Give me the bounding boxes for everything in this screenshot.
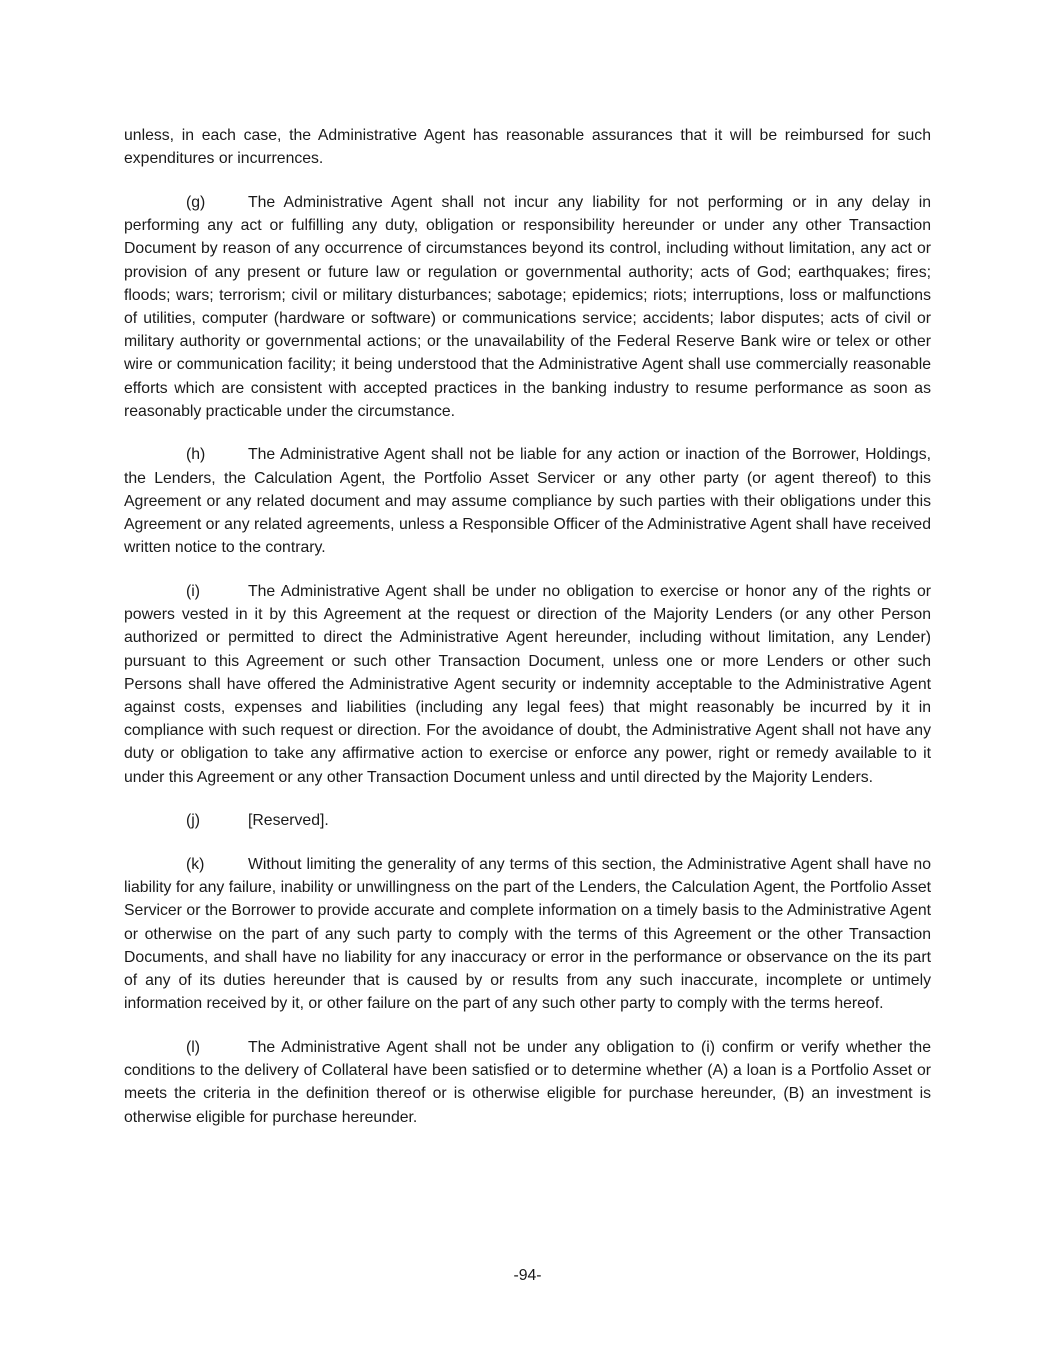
paragraph-text: unless, in each case, the Administrative Agent has reasonable assurances that it will be reimbursed for such expenditures or incurrences. bbox=[124, 127, 931, 168]
clause-text: The Administrative Agent shall not incur any liability for not performing or in any delay in performing any act or fulfilling any duty, obligation or responsibility hereunder or under any other Transaction Document by reason of any occurrence of circumstances beyond its control, including without limitation, any act or provision of any present or future law or regulation or governmental authority; acts of God; earthquakes; fires; floods; wars; terrorism; civil or military disturbances; sabotage; epidemics; riots; interruptions, loss or malfunctions of utilities, computer (hardware or software) or communications service; accidents; labor disputes; acts of civil or military authority or governmental actions; or the unavailability of the Federal Reserve Bank wire or telex or other wire or communication facility; it being understood that the Administrative Agent shall use commercially reasonable efforts which are consistent with accepted practices in the banking industry to resume performance as soon as reasonably practicable under the circumstance. bbox=[124, 193, 931, 420]
clause-label: (h) bbox=[186, 446, 206, 464]
clause-g bbox=[124, 191, 931, 423]
continuation-paragraph bbox=[124, 124, 931, 170]
clause-k bbox=[124, 853, 931, 1015]
clause-label: (g) bbox=[186, 193, 206, 211]
clause-text: The Administrative Agent shall be under no obligation to exercise or honor any of the rights or powers vested in it by this Agreement at the request or direction of the Majority Lenders (or any other Person authorized or permitted to direct the Administrative Agent hereunder, including without limitation, any Lender) pursuant to this Agreement or such other Transaction Document, unless one or more Lenders or other such Persons shall have offered the Administrative Agent security or indemnity acceptable to the Administrative Agent against costs, expenses and liabilities (including any legal fees) that might reasonably be incurred by it in compliance with such request or direction. For the avoidance of doubt, the Administrative Agent shall not have any duty or obligation to take any affirmative action to exercise or enforce any power, right or remedy available to it under this Agreement or any other Transaction Document unless and until directed by the Majority Lenders. bbox=[124, 582, 931, 786]
clause-text: [Reserved]. bbox=[248, 812, 329, 830]
clause-text: The Administrative Agent shall not be liable for any action or inaction of the Borrower, Holdings, the Lenders, the Calculation Agent, the Portfolio Asset Servicer or any other party (or agent thereof) to this Agreement or any related document and may assume compliance by such parties with their obligations under this Agreement or any related agreements, unless a Responsible Officer of the Administrative Agent shall have received written notice to the contrary. bbox=[124, 446, 931, 557]
clause-label: (l) bbox=[186, 1038, 201, 1056]
clause-h bbox=[124, 443, 931, 559]
clause-text: The Administrative Agent shall not be under any obligation to (i) confirm or verify whether the conditions to the delivery of Collateral have been satisfied or to determine whether (A) a loan is a Portfolio Asset or meets the criteria in the definition thereof or is otherwise eligible for purchase hereunder, (B) an investment is otherwise eligible for purchase hereunder. bbox=[124, 1038, 931, 1126]
clause-text: Without limiting the generality of any terms of this section, the Administrative Agent shall have no liability for any failure, inability or unwillingness on the part of the Lenders, the Calculation Agent, the Portfolio Asset Servicer or the Borrower to provide accurate and complete information on a timely basis to the Administrative Agent or otherwise on the part of any such party to comply with the terms of this Agreement or the other Transaction Documents, and shall have no liability for any inaccuracy or error in the performance or observance on the its part of any of its duties hereunder that is caused by or results from any such inaccurate, incomplete or untimely information received by it, or other failure on the part of any such other party to comply with the terms hereof. bbox=[124, 855, 931, 1013]
clause-label: (j) bbox=[186, 812, 201, 830]
clause-label: (i) bbox=[186, 582, 201, 600]
document-body bbox=[124, 124, 931, 1149]
clause-l bbox=[124, 1036, 931, 1129]
clause-j bbox=[124, 809, 931, 832]
clause-i bbox=[124, 580, 931, 789]
page-number: -94- bbox=[513, 1267, 542, 1284]
clause-label: (k) bbox=[186, 855, 205, 873]
